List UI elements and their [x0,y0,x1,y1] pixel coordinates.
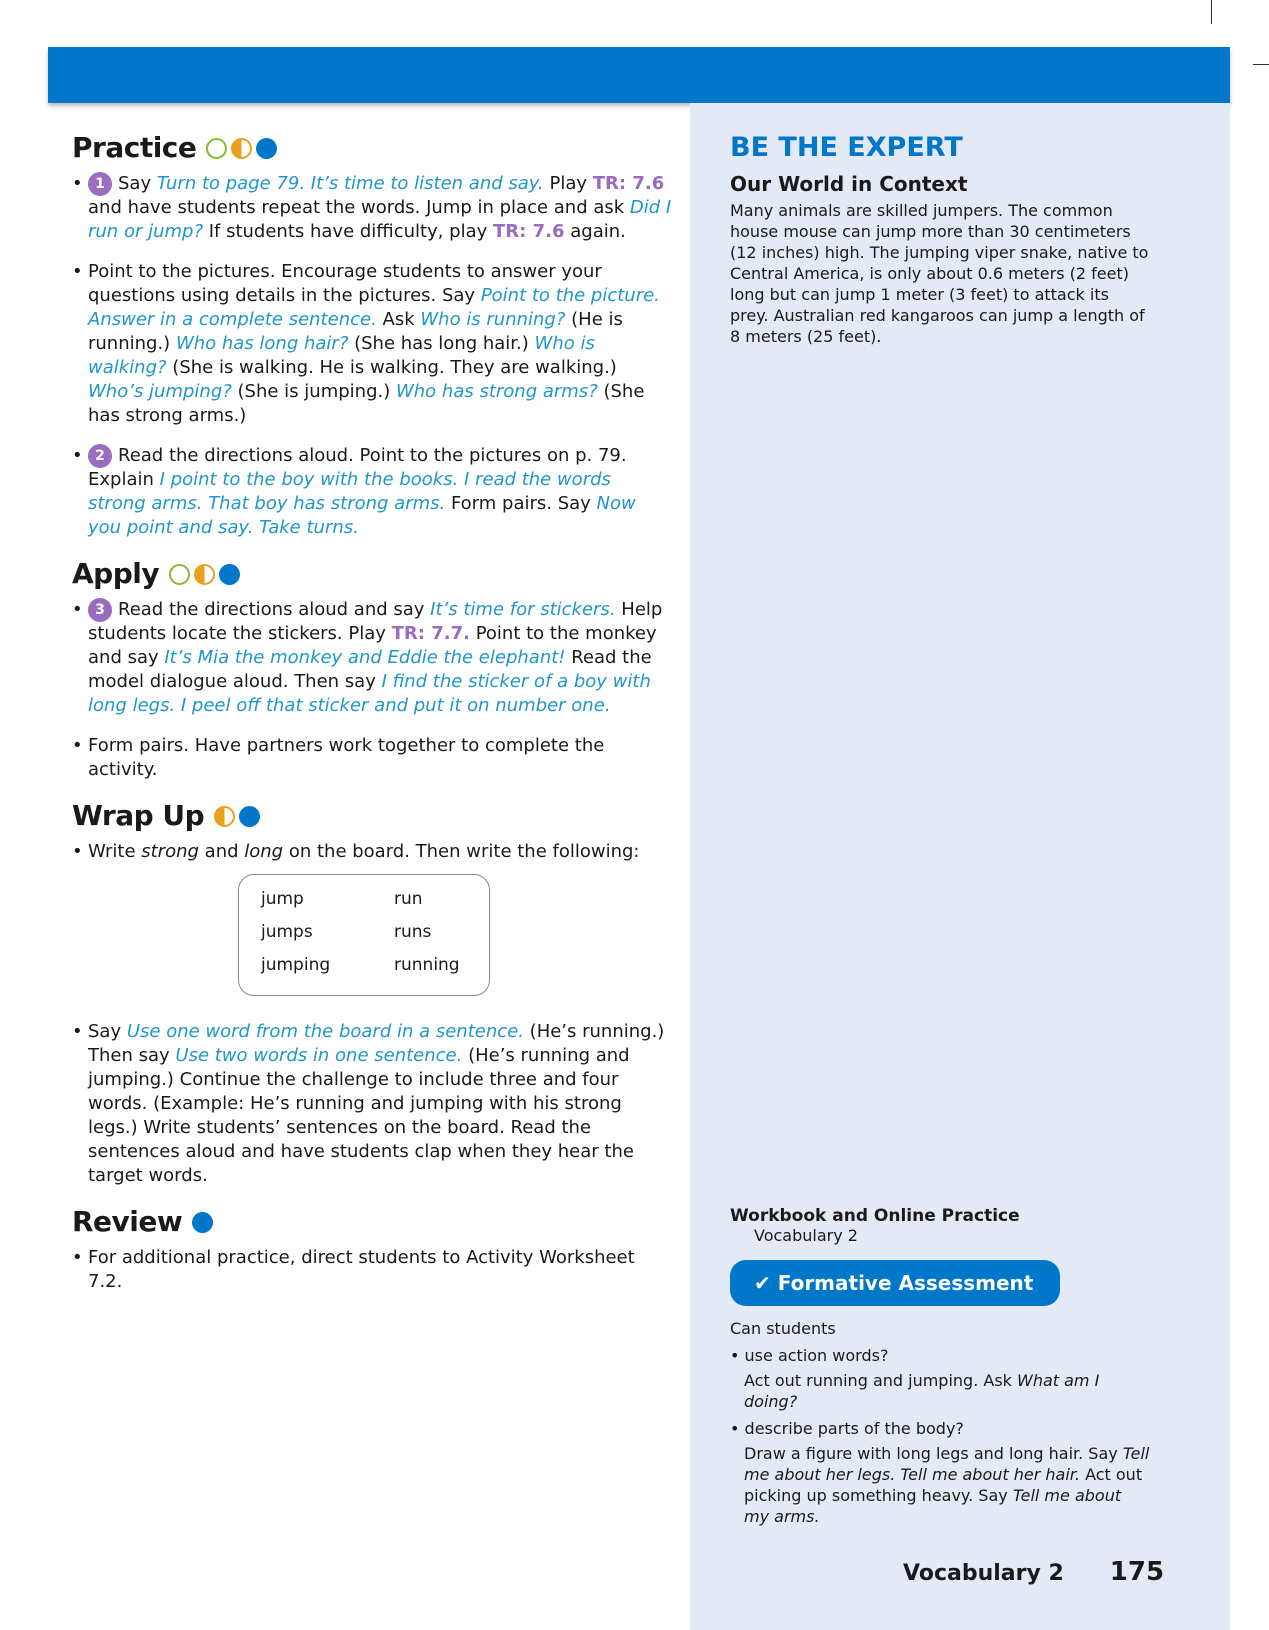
word-board [238,874,490,996]
review-heading [72,1204,672,1240]
step-number-badge: 1 [88,172,112,196]
body-text: (She is walking. He is walking. They are walking.) [166,357,617,378]
teacher-prompt: Who is walking? [88,333,595,378]
audio-track-ref: TR: 7.6 [493,221,565,242]
level-empty-circle-icon [206,138,227,159]
instruction-item [72,1020,672,1188]
instruction-item [72,734,672,782]
body-text: and have students repeat the words. Jump in place and ask [88,197,630,218]
teacher-prompt: Did I run or jump? [88,197,672,242]
level-empty-circle-icon [169,564,190,585]
formative-intro: Can students [730,1319,836,1338]
board-word: jump [261,889,304,909]
expert-title: BE THE EXPERT [730,132,963,163]
body-text: Help students locate the stickers. Play [88,599,663,644]
board-word: jumping [261,955,331,975]
step-number-badge: 3 [88,598,112,622]
body-text: (She has strong arms.) [88,381,645,426]
workbook-sub: Vocabulary 2 [754,1226,858,1245]
expert-text: Many animals are skilled jumpers. The common house mouse can jump more than 30 centimeters (12 inches) high. The jumping viper snake, native to Central America, is only about 0.6 meters (2 feet) long but can jump 1 meter (3 feet) to attack its prey. Australian red kangaroos can jump a length of 8 meters (25 feet). [730,201,1149,346]
body-text: (She has long hair.) [348,333,535,354]
body-text: Point to the pictures. Encourage students to answer your questions using details in the pictures. Say [88,261,602,306]
board-word: runs [394,922,432,942]
formative-assessment-banner: ✔ Formative Assessment [730,1260,1060,1306]
level-full-circle-icon [219,564,240,585]
teacher-prompt: Use two words in one sentence. [175,1045,463,1066]
body-text: (He’s running.) Then say [88,1021,665,1066]
body-text: For additional practice, direct students to Activity Worksheet 7.2. [88,1247,635,1292]
teacher-prompt: Now you point and say. Take turns. [88,493,636,538]
body-text: Act out picking up something heavy. Say [744,1465,1143,1505]
instruction-item [72,172,672,244]
formative-checks [730,1318,1150,1527]
review-title: Review [72,1205,183,1238]
body-text: on the board. Then write the following: [283,841,640,862]
body-text: Say [88,1021,127,1042]
practice-list [72,172,672,540]
teacher-prompt: Who is running? [420,309,566,330]
lesson-column [72,130,672,1310]
teacher-prompt: It’s time for stickers. [430,599,616,620]
assessment-question: • use action words? [730,1345,1150,1366]
wrapup-intro-list [72,840,672,864]
board-word: running [394,955,460,975]
body-text: (He is running.) [88,309,623,354]
teacher-prompt: It’s Mia the monkey and Eddie the elephant! [164,647,566,668]
instruction-item [72,444,672,540]
emphasis-text: What am I doing? [744,1371,1100,1411]
workbook-title: Workbook and Online Practice [730,1206,1020,1226]
word-board-row [261,955,489,988]
teacher-prompt: Who has long hair? [175,333,349,354]
level-full-circle-icon [239,806,260,827]
teacher-prompt: Who’s jumping? [88,381,232,402]
footer-section: Vocabulary 2 [903,1561,1064,1586]
header-banner [48,47,1230,103]
body-text: Read the model dialogue aloud. Then say [88,647,652,692]
teacher-prompt: Use one word from the board in a sentence. [126,1021,524,1042]
body-text: Draw a figure with long legs and long hair. Say [744,1444,1123,1463]
level-half-circle-icon [214,806,235,827]
body-text: Form pairs. Have partners work together to complete the activity. [88,735,605,780]
instruction-item [72,260,672,428]
body-text: Write [88,841,142,862]
body-text: Play [543,173,593,194]
review-list [72,1246,672,1294]
apply-title: Apply [72,557,160,590]
wrapup-title: Wrap Up [72,799,205,832]
body-text: Read the directions aloud and say [118,599,431,620]
level-full-circle-icon [192,1212,213,1233]
teacher-prompt: Turn to page 79. It’s time to listen and say. [156,173,544,194]
workbook-note [730,1206,1150,1245]
level-full-circle-icon [256,138,277,159]
body-text: (He’s running and jumping.) Continue the challenge to include three and four words. (Example: He’s running and jumping with his strong legs.) Write students’ sentences on the board. Read the sentences aloud and have students clap when they hear the target words. [88,1045,634,1186]
body-text: (She is jumping.) [231,381,396,402]
board-word: run [394,889,423,909]
practice-heading [72,130,672,166]
teacher-prompt: Who has strong arms? [395,381,598,402]
apply-list [72,598,672,782]
body-text: Point to the monkey and say [88,623,657,668]
instruction-item [72,598,672,718]
page-number: 175 [1109,1557,1165,1587]
assessment-action [730,1443,1150,1527]
board-word: jumps [261,922,313,942]
wrapup-list [72,1020,672,1188]
word-board-row [261,922,489,955]
practice-title: Practice [72,131,197,164]
body-text: Form pairs. Say [445,493,597,514]
assessment-action [730,1370,1150,1412]
body-text: If students have difficulty, play [203,221,494,242]
audio-track-ref: TR: 7.7. [391,623,470,644]
emphasis-text: Tell me about my arms. [744,1486,1122,1526]
instruction-item [72,1246,672,1294]
crop-mark [1253,64,1269,65]
assessment-question: • describe parts of the body? [730,1418,1150,1439]
audio-track-ref: TR: 7.6 [592,173,665,194]
wrapup-intro [72,840,672,864]
body-text: Act out running and jumping. Ask [744,1371,1017,1390]
page-footer [903,1557,1164,1587]
teacher-prompt: I point to the boy with the books. I read the words [159,469,611,490]
expert-box [730,130,1150,347]
word-board-row [261,889,489,922]
emphasis-text: Tell me about her legs. Tell me about her hair. [744,1444,1150,1484]
teacher-prompt: Point to the picture. Answer in a complete sentence. [88,285,660,330]
body-text: again. [564,221,626,242]
emphasis-text: strong [141,841,199,862]
body-text: and [198,841,245,862]
body-text: Ask [376,309,421,330]
level-half-circle-icon [231,138,252,159]
body-text: Read the directions aloud. Point to the pictures on p. 79. Explain [88,445,627,490]
teacher-prompt: I find the sticker of a boy with long legs. I peel off that sticker and put it on number one. [88,671,651,716]
step-number-badge: 2 [88,444,112,468]
expert-subtitle: Our World in Context [730,172,968,196]
wrapup-heading [72,798,672,834]
body-text: Say [118,173,157,194]
teacher-prompt: strong arms. That boy has strong arms. [88,493,446,514]
level-half-circle-icon [194,564,215,585]
apply-heading [72,556,672,592]
crop-mark [1211,0,1212,24]
emphasis-text: long [244,841,284,862]
